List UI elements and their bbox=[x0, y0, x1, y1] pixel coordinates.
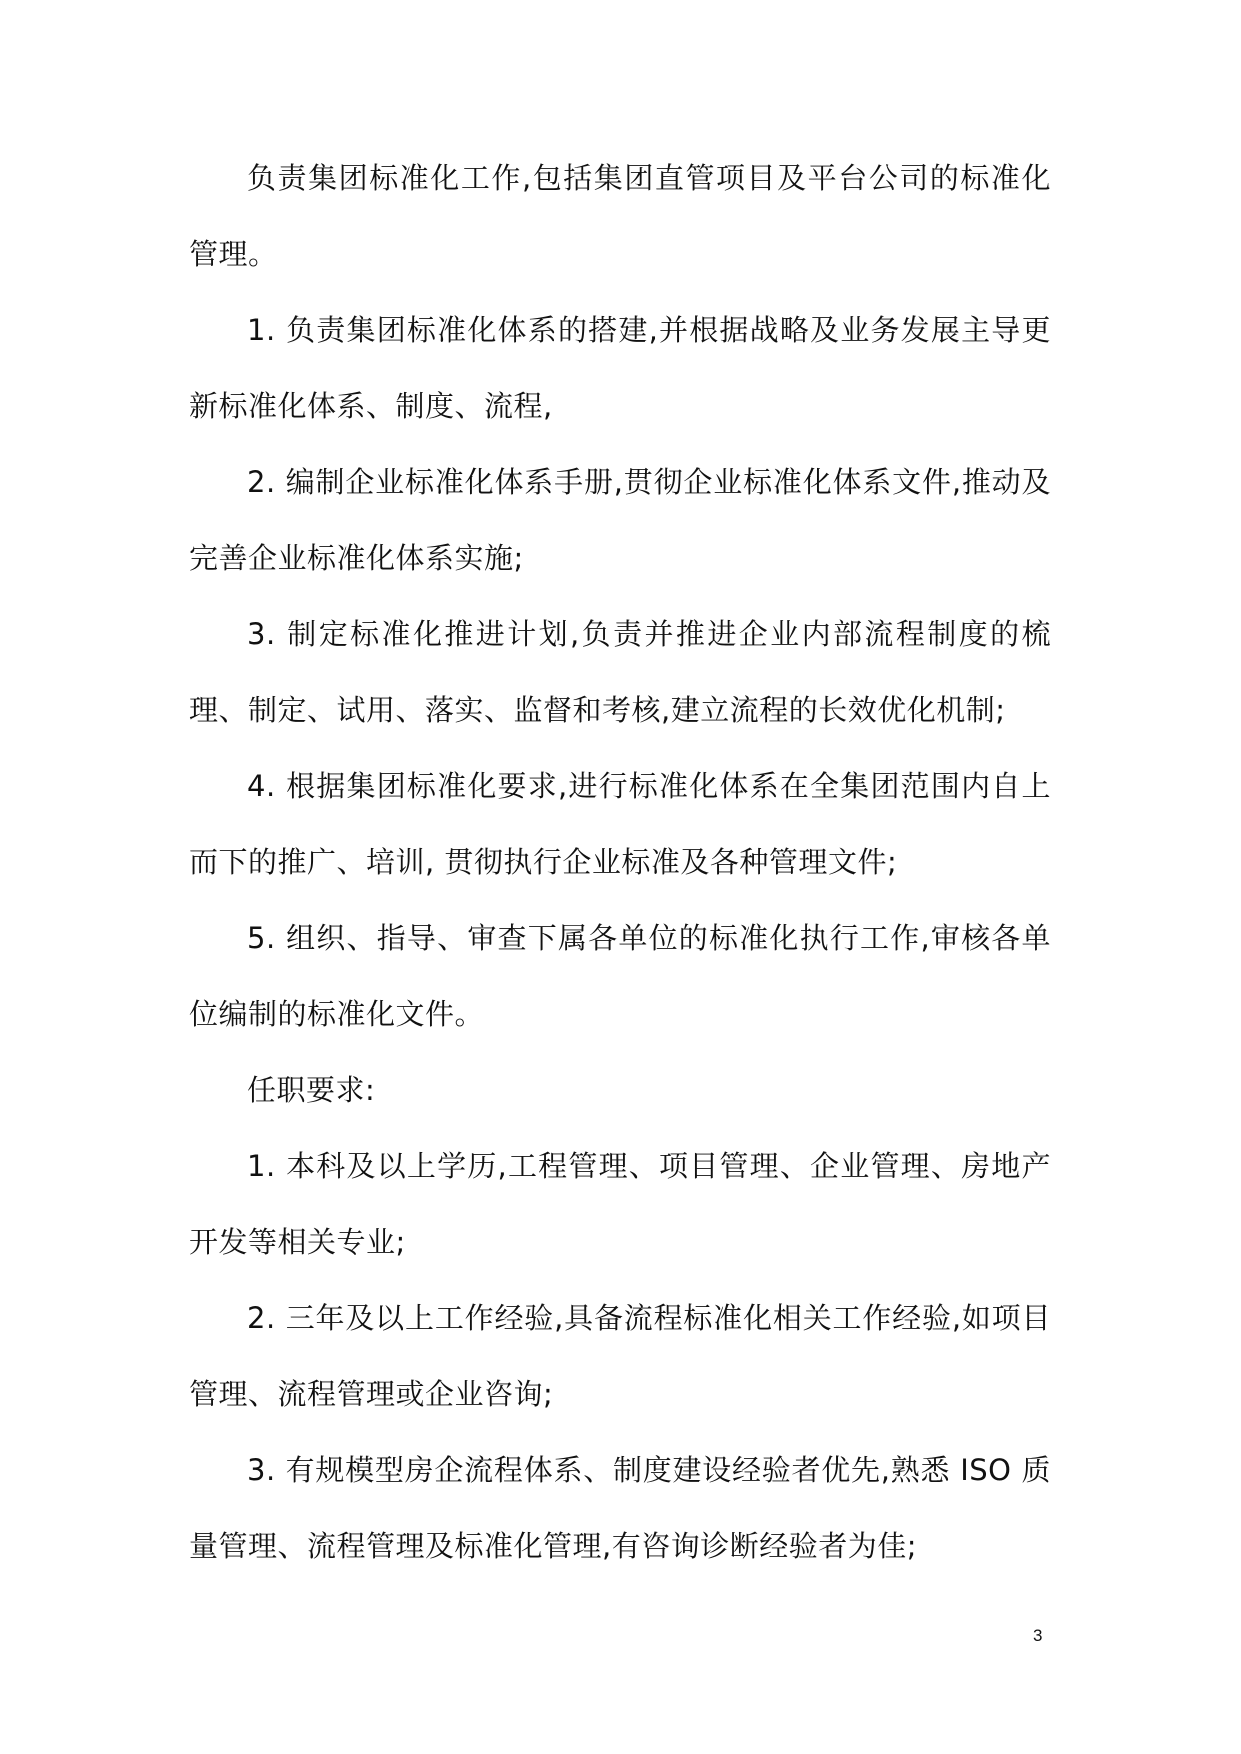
section-heading-requirements: 任职要求: bbox=[247, 1073, 376, 1107]
paragraph-duty-4: 4. 根据集团标准化要求,进行标准化体系在全集团范围内自上而下的推广、培训, 贯彻执行企业标准及各种管理文件; bbox=[189, 769, 1051, 879]
paragraph-requirement-3: 3. 有规模型房企流程体系、制度建设经验者优先,熟悉 ISO 质量管理、流程管理及标准化管理,有咨询诊断经验者为佳; bbox=[189, 1453, 1051, 1563]
page-number: 3 bbox=[1033, 1626, 1043, 1645]
paragraph-duty-2: 2. 编制企业标准化体系手册,贯彻企业标准化体系文件,推动及完善企业标准化体系实施; bbox=[189, 465, 1051, 575]
paragraph-duty-3: 3. 制定标准化推进计划,负责并推进企业内部流程制度的梳理、制定、试用、落实、监督和考核,建立流程的长效优化机制; bbox=[189, 617, 1051, 727]
paragraph-requirement-2: 2. 三年及以上工作经验,具备流程标准化相关工作经验,如项目管理、流程管理或企业咨询; bbox=[189, 1301, 1051, 1411]
paragraph-duty-5: 5. 组织、指导、审查下属各单位的标准化执行工作,审核各单位编制的标准化文件。 bbox=[189, 921, 1051, 1031]
paragraph-duty-1: 1. 负责集团标准化体系的搭建,并根据战略及业务发展主导更新标准化体系、制度、流程, bbox=[189, 313, 1051, 423]
document-body bbox=[189, 140, 1051, 1584]
paragraph-intro: 负责集团标准化工作,包括集团直管项目及平台公司的标准化管理。 bbox=[189, 161, 1051, 271]
paragraph-requirement-1: 1. 本科及以上学历,工程管理、项目管理、企业管理、房地产开发等相关专业; bbox=[189, 1149, 1051, 1259]
